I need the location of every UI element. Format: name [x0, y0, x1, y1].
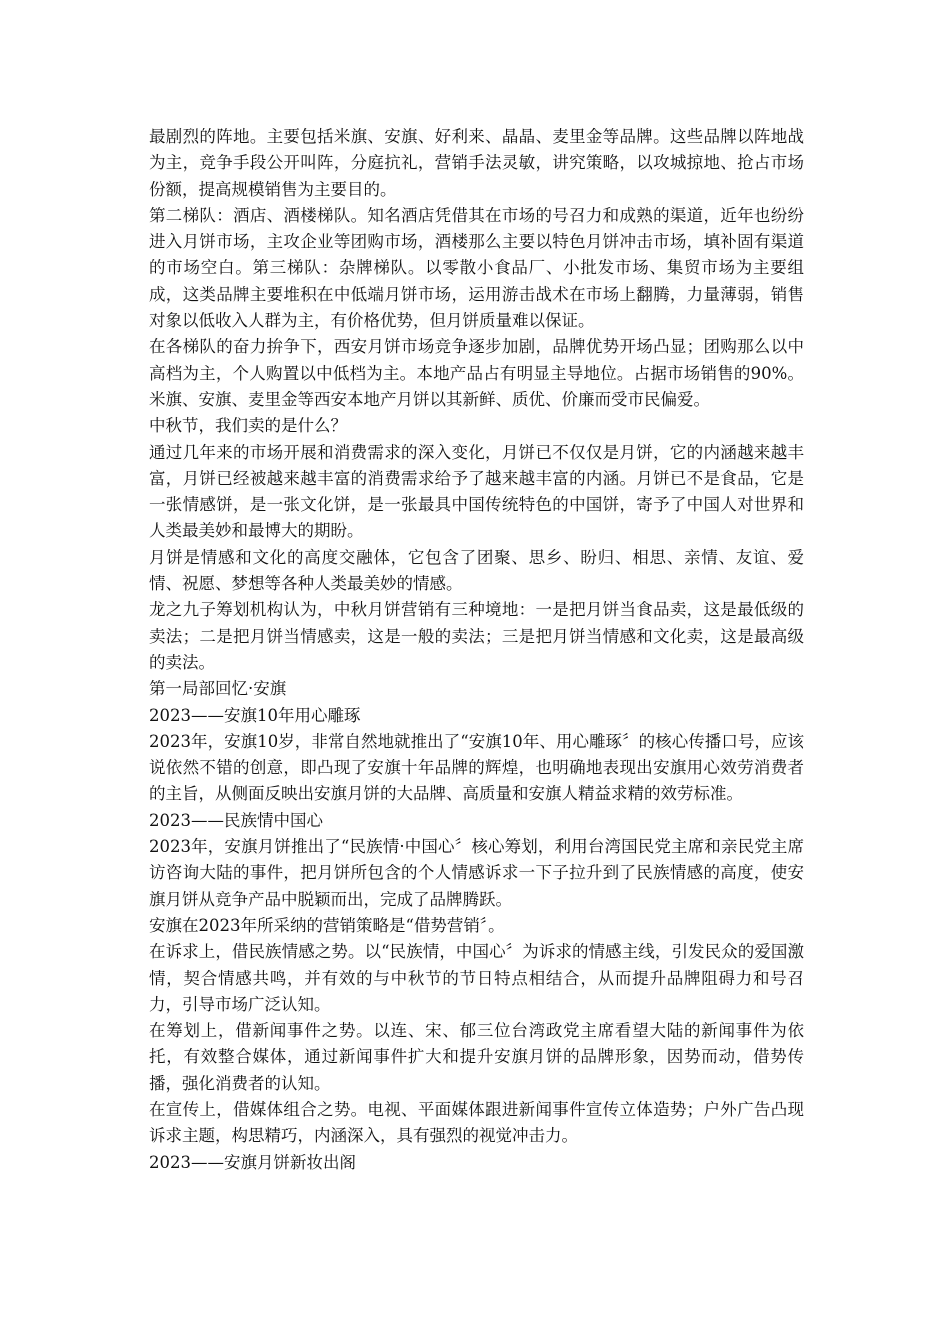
paragraph-second-tier: 第二梯队：酒店、酒楼梯队。知名酒店凭借其在市场的号召力和成熟的渠道，近年也纷纷进入月饼市场，主攻企业等团购市场，酒楼那么主要以特色月饼冲击市场，填补固有渠道的市场空白。第三梯队：杂牌梯队。以零散小食品厂、小批发市场、集贸市场为主要组成，这类品牌主要堆积在中低端月饼市场，运用游击战术在市场上翻腾，力量薄弱，销售对象以低收入人群为主，有价格优势，但月饼质量难以保证。 [149, 205, 804, 331]
paragraph-planning: 在筹划上，借新闻事件之势。以连、宋、郁三位台湾政党主席看望大陆的新闻事件为依托，有效整合媒体，通过新闻事件扩大和提升安旗月饼的品牌形象，因势而动，借势传播，强化消费者的认知。 [149, 1021, 804, 1093]
paragraph-brand-competition: 最剧烈的阵地。主要包括米旗、安旗、好利来、晶晶、麦里金等品牌。这些品牌以阵地战为主，竞争手段公开叫阵，分庭抗礼，营销手法灵敏，讲究策略，以攻城掠地、抢占市场份额，提高规模销售为主要目的。 [149, 127, 804, 199]
paragraph-momentum-marketing: 安旗在2023年所采纳的营销策略是“借势营销〞。 [149, 915, 505, 935]
paragraph-year-10: 2023年，安旗10岁，非常自然地就推出了“安旗10年、用心雕琢〞的核心传播口号，应该说依然不错的创意，即凸现了安旗十年品牌的辉煌，也明确地表现出安旗用心效劳消费者的主旨，从侧面反映出安旗月饼的大品牌、高质量和安旗人精益求精的效劳标准。 [149, 731, 804, 804]
paragraph-appeal: 在诉求上，借民族情感之势。以“民族情，中国心〞为诉求的情感主线，引发民众的爱国激情，契合情感共鸣，并有效的与中秋节的节日特点相结合，从而提升品牌阻碍力和号召力，引导市场广泛认知。 [149, 942, 804, 1014]
paragraph-three-realms: 龙之九子筹划机构认为，中秋月饼营销有三种境地：一是把月饼当食品卖，这是最低级的卖法；二是把月饼当情感卖，这是一般的卖法；三是把月饼当情感和文化卖，这是最高级的卖法。 [149, 600, 804, 672]
paragraph-mooncake-meaning: 通过几年来的市场开展和消费需求的深入变化，月饼已不仅仅是月饼，它的内涵越来越丰富，月饼已经被越来越丰富的消费需求给予了越来越丰富的内涵。月饼已不是食品，它是一张情感饼，是一张文化饼，是一张最具中国传统特色的中国饼，寄予了中国人对世界和人类最美妙和最博大的期盼。 [149, 442, 804, 541]
heading-what-we-sell: 中秋节，我们卖的是什么？ [149, 416, 347, 436]
paragraph-national-sentiment: 2023年，安旗月饼推出了“民族情·中国心〞核心筹划，利用台湾国民党主席和亲民党主席访咨询大陆的事件，把月饼所包含的个人情感诉求一下子拉升到了民族情感的高度，使安旗月饼从竞争产品中脱颖而出，完成了品牌腾跃。 [149, 837, 804, 909]
paragraph-market-competition: 在各梯队的奋力拚争下，西安月饼市场竞争逐步加剧，品牌优势开场凸显；团购那么以中高档为主，个人购置以中低档为主。本地产品占有明显主导地位。占据市场销售的90%。米旗、安旗、麦里金等西安本地产月饼以其新鲜、质优、价廉而受市民偏爱。 [149, 337, 804, 409]
heading-national-sentiment: 2023——民族情中国心 [149, 810, 323, 830]
heading-part-one: 第一局部回忆·安旗 [149, 679, 287, 699]
heading-new-look: 2023——安旗月饼新妆出阁 [149, 1152, 356, 1172]
paragraph-emotion-culture: 月饼是情感和文化的高度交融体，它包含了团聚、思乡、盼归、相思、亲情、友谊、爱情、祝愿、梦想等各种人类最美妙的情感。 [149, 547, 804, 594]
paragraph-publicity: 在宣传上，借媒体组合之势。电视、平面媒体跟进新闻事件宣传立体造势；户外广告凸现诉求主题，构思精巧，内涵深入，具有强烈的视觉冲击力。 [149, 1099, 804, 1146]
document-body [149, 124, 804, 1176]
heading-year-10: 2023——安旗10年用心雕琢 [149, 705, 361, 725]
